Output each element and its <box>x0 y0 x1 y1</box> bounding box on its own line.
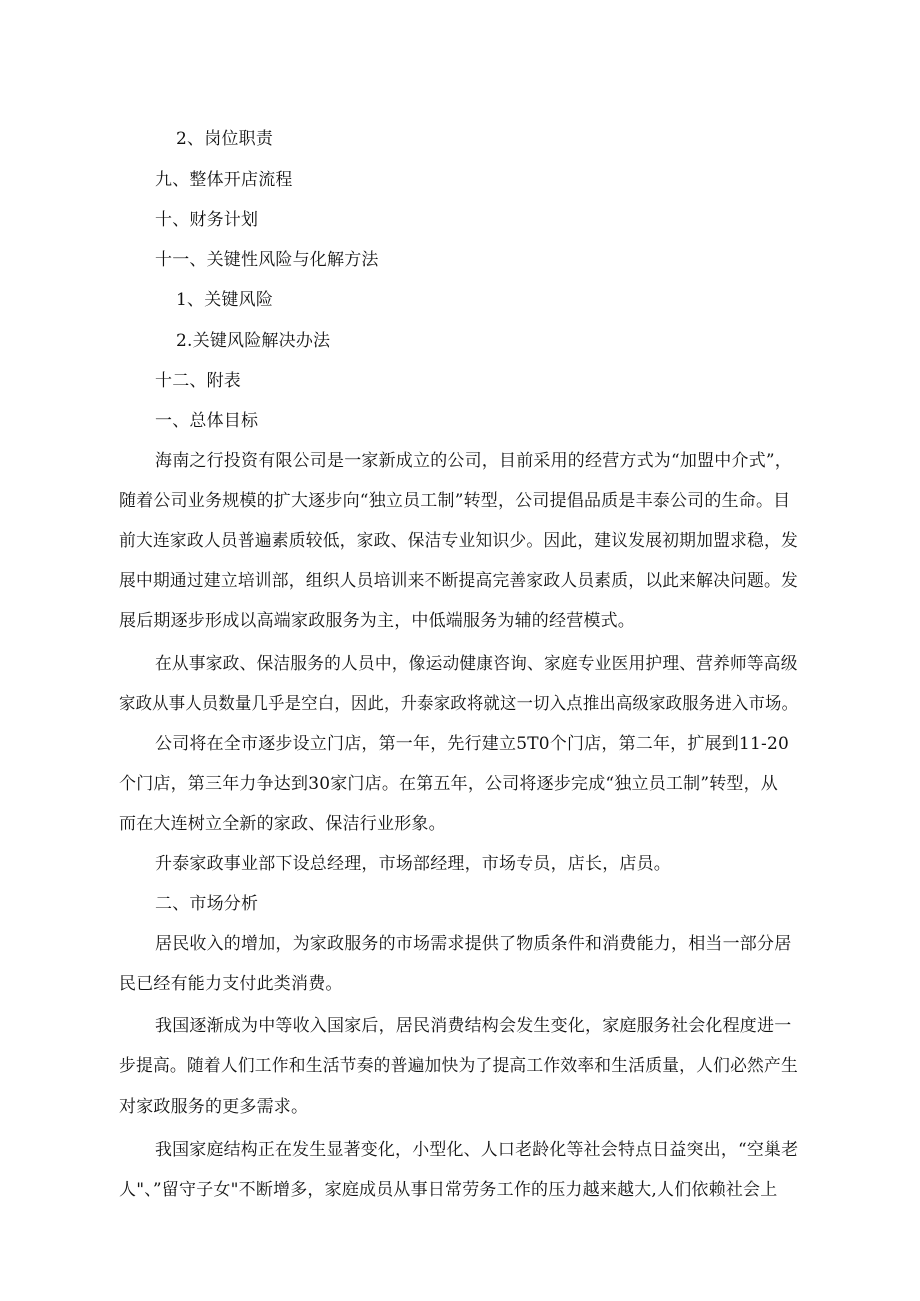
paragraph-line: 展后期逐步形成以高端家政服务为主，中低端服务为辅的经营模式。 <box>119 611 635 631</box>
paragraph-line: 对家政服务的更多需求。 <box>119 1097 309 1117</box>
paragraph-line: 居民收入的增加，为家政服务的市场需求提供了物质条件和消费能力，相当一部分居 <box>155 934 792 954</box>
paragraph-line: 个门店，第三年力争达到30家门店。在第五年，公司将逐步完成“独立员工制”转型，从 <box>119 774 779 794</box>
section2-heading: 二、市场分析 <box>155 894 259 914</box>
paragraph-line: 家政从事人员数量几乎是空白，因此，升泰家政将就这一切入点推出高级家政服务进入市场。 <box>119 694 799 714</box>
paragraph-line: 前大连家政人员普遍素质较低，家政、保洁专业知识少。因此，建议发展初期加盟求稳，发 <box>119 531 798 551</box>
paragraph-line: 人"、”留守子女"不断增多，家庭成员从事日常劳务工作的压力越来越大,人们依赖社会上 <box>119 1180 778 1200</box>
toc-item-11-2: 2.关键风险解决办法 <box>176 331 331 351</box>
paragraph-line: 海南之行投资有限公司是一家新成立的公司，目前采用的经营方式为“加盟中介式”， <box>155 451 792 471</box>
paragraph-line: 民已经有能力支付此类消费。 <box>119 974 343 994</box>
toc-item-2-2: 2、岗位职责 <box>176 129 274 149</box>
toc-item-11-1: 1、关键风险 <box>176 290 274 310</box>
toc-item-10: 十、财务计划 <box>155 210 259 230</box>
section1-heading: 一、总体目标 <box>155 411 259 431</box>
paragraph-line: 展中期通过建立培训部，组织人员培训来不断提高完善家政人员素质，以此来解决问题。发 <box>119 571 798 591</box>
paragraph-line: 随着公司业务规模的扩大逐步向“独立员工制”转型，公司提倡品质是丰泰公司的生命。目 <box>119 491 791 511</box>
toc-item-9: 九、整体开店流程 <box>155 170 293 190</box>
paragraph-line: 我国逐渐成为中等收入国家后，居民消费结构会发生变化，家庭服务社会化程度进一 <box>155 1016 792 1036</box>
paragraph-line: 步提高。随着人们工作和生活节奏的普遍加快为了提高工作效率和生活质量，人们必然产生 <box>119 1056 798 1076</box>
paragraph-line: 公司将在全市逐步设立门店，第一年，先行建立5T0个门店，第二年，扩展到11-20 <box>155 734 789 754</box>
paragraph-line: 升泰家政事业部下设总经理，市场部经理，市场专员，店长，店员。 <box>155 854 671 874</box>
paragraph-line: 我国家庭结构正在发生显著变化，小型化、人口老龄化等社会特点日益突出，“空巢老 <box>155 1140 799 1160</box>
toc-item-11: 十一、关键性风险与化解方法 <box>155 250 379 270</box>
paragraph-line: 而在大连树立全新的家政、保洁行业形象。 <box>119 814 446 834</box>
toc-item-12: 十二、附表 <box>155 371 241 391</box>
paragraph-line: 在从事家政、保洁服务的人员中，像运动健康咨询、家庭专业医用护理、营养师等高级 <box>155 654 798 674</box>
